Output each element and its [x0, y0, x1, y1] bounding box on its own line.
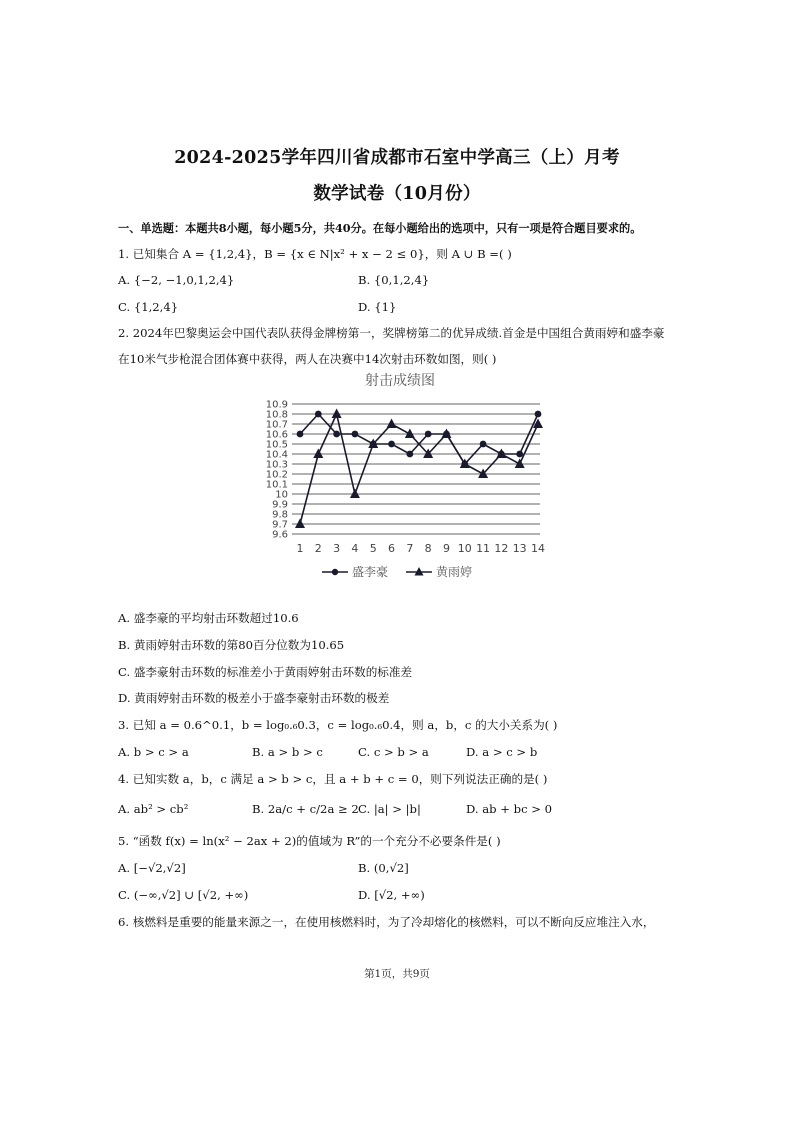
q4-option-b: B. 2a/c + c/2a ≥ 2 — [252, 802, 359, 816]
x-tick-label: 4 — [351, 542, 359, 555]
data-point — [387, 419, 397, 429]
chart-x-ticks — [297, 542, 546, 555]
data-point — [515, 459, 525, 469]
x-tick-label: 7 — [406, 542, 414, 555]
x-tick-label: 2 — [314, 542, 322, 555]
data-point — [516, 451, 523, 458]
y-tick-label: 9.8 — [272, 509, 288, 521]
question-2-stem-line2: 在10米气步枪混合团体赛中获得，两人在决赛中14次射击环数如图，则( ) — [118, 352, 497, 366]
chart-grid — [292, 404, 540, 534]
chart-y-ticks — [266, 400, 288, 541]
y-tick-label: 10.4 — [265, 449, 288, 461]
y-tick-label: 10.5 — [265, 439, 288, 451]
x-tick-label: 14 — [531, 542, 545, 555]
y-tick-label: 9.7 — [272, 519, 288, 531]
data-point — [295, 519, 305, 529]
data-point — [315, 411, 322, 418]
q1-option-a: A. {−2, −1,0,1,2,4} — [118, 273, 235, 287]
data-point — [405, 429, 415, 439]
question-1-stem: 1. 已知集合 A = {1,2,4}，B = {x ∈ N|x² + x − 2 ≤ 0}，则 A ∪ B =( ) — [118, 247, 512, 261]
x-tick-label: 12 — [494, 542, 509, 555]
question-5-stem: 5. “函数 f(x) = ln(x² − 2ax + 2)的值域为 R”的一个充分不必要条件是( ) — [118, 834, 501, 848]
y-tick-label: 10.8 — [265, 409, 288, 421]
chart-legend — [322, 564, 472, 579]
y-tick-label: 9.6 — [272, 529, 288, 541]
y-tick-label: 10.1 — [265, 479, 288, 491]
y-tick-label: 10.6 — [265, 429, 288, 441]
page-title: 2024-2025学年四川省成都市石室中学高三（上）月考 — [174, 148, 620, 168]
q2-option-d: D. 黄雨婷射击环数的极差小于盛李豪射击环数的极差 — [118, 691, 390, 705]
question-4-stem: 4. 已知实数 a，b，c 满足 a > b > c，且 a + b + c = 0，则下列说法正确的是( ) — [118, 772, 548, 786]
x-tick-label: 8 — [424, 542, 432, 555]
q3-option-b: B. a > b > c — [252, 745, 323, 759]
data-point — [333, 431, 340, 438]
x-tick-label: 13 — [512, 542, 527, 555]
page-subtitle: 数学试卷（10月份） — [313, 184, 481, 204]
data-point — [406, 451, 413, 458]
shooting-score-chart — [250, 368, 550, 586]
data-point — [352, 431, 359, 438]
question-3-stem: 3. 已知 a = 0.6^0.1，b = log₀.₆0.3，c = log₀.₆0.4，则 a，b，c 的大小关系为( ) — [118, 718, 558, 732]
data-point — [332, 409, 342, 419]
question-2-stem-line1: 2. 2024年巴黎奥运会中国代表队获得金牌榜第一，奖牌榜第二的优异成绩.首金是中国组合黄雨婷和盛李豪 — [118, 326, 665, 340]
x-tick-label: 10 — [457, 542, 472, 555]
data-point — [480, 441, 487, 448]
data-point — [297, 431, 304, 438]
y-tick-label: 10 — [275, 489, 288, 501]
q3-option-a: A. b > c > a — [118, 745, 189, 759]
data-point — [350, 489, 360, 499]
x-tick-label: 11 — [476, 542, 491, 555]
q5-option-a: A. [−√2,√2] — [118, 861, 186, 875]
x-tick-label: 6 — [388, 542, 396, 555]
chart-series — [295, 409, 543, 529]
q1-option-c: C. {1,2,4} — [118, 300, 179, 314]
y-tick-label: 10.2 — [265, 469, 288, 481]
data-point — [535, 411, 542, 418]
y-tick-label: 10.3 — [265, 459, 288, 471]
series-line-2 — [300, 414, 538, 524]
x-tick-label: 1 — [296, 542, 304, 555]
chart-title: 射击成绩图 — [365, 373, 435, 389]
page-footer: 第1页，共9页 — [364, 968, 430, 980]
q5-option-b: B. (0,√2] — [358, 861, 409, 875]
q4-option-c: C. |a| > |b| — [358, 802, 421, 816]
y-tick-label: 10.9 — [265, 399, 288, 411]
q5-option-c: C. (−∞,√2] ∪ [√2, +∞) — [118, 888, 249, 902]
q3-option-d: D. a > c > b — [466, 745, 538, 759]
question-6-stem: 6. 核燃料是重要的能量来源之一，在使用核燃料时，为了冷却熔化的核燃料，可以不断向反应堆注入水， — [118, 915, 655, 929]
data-point — [388, 441, 395, 448]
q3-option-c: C. c > b > a — [358, 745, 429, 759]
x-tick-label: 3 — [333, 542, 341, 555]
q1-option-d: D. {1} — [358, 300, 397, 314]
legend-label: 黄雨婷 — [436, 565, 473, 579]
q1-option-b: B. {0,1,2,4} — [358, 273, 430, 287]
q5-option-d: D. [√2, +∞) — [358, 888, 425, 902]
data-point — [313, 449, 323, 459]
legend-marker — [332, 569, 338, 575]
data-point — [425, 431, 432, 438]
y-tick-label: 9.9 — [272, 499, 288, 511]
q2-option-a: A. 盛李豪的平均射击环数超过10.6 — [118, 611, 299, 625]
q2-option-b: B. 黄雨婷射击环数的第80百分位数为10.65 — [118, 638, 345, 652]
q4-option-d: D. ab + bc > 0 — [466, 802, 553, 816]
y-tick-label: 10.7 — [265, 419, 288, 431]
q2-option-c: C. 盛李豪射击环数的标准差小于黄雨婷射击环数的标准差 — [118, 665, 413, 679]
x-tick-label: 9 — [442, 542, 450, 555]
x-tick-label: 5 — [369, 542, 377, 555]
q4-option-a: A. ab² > cb² — [118, 802, 189, 816]
section-heading: 一、单选题：本题共8小题，每小题5分，共40分。在每小题给出的选项中，只有一项是符合题目要求的。 — [118, 221, 642, 235]
legend-label: 盛李豪 — [352, 565, 389, 579]
